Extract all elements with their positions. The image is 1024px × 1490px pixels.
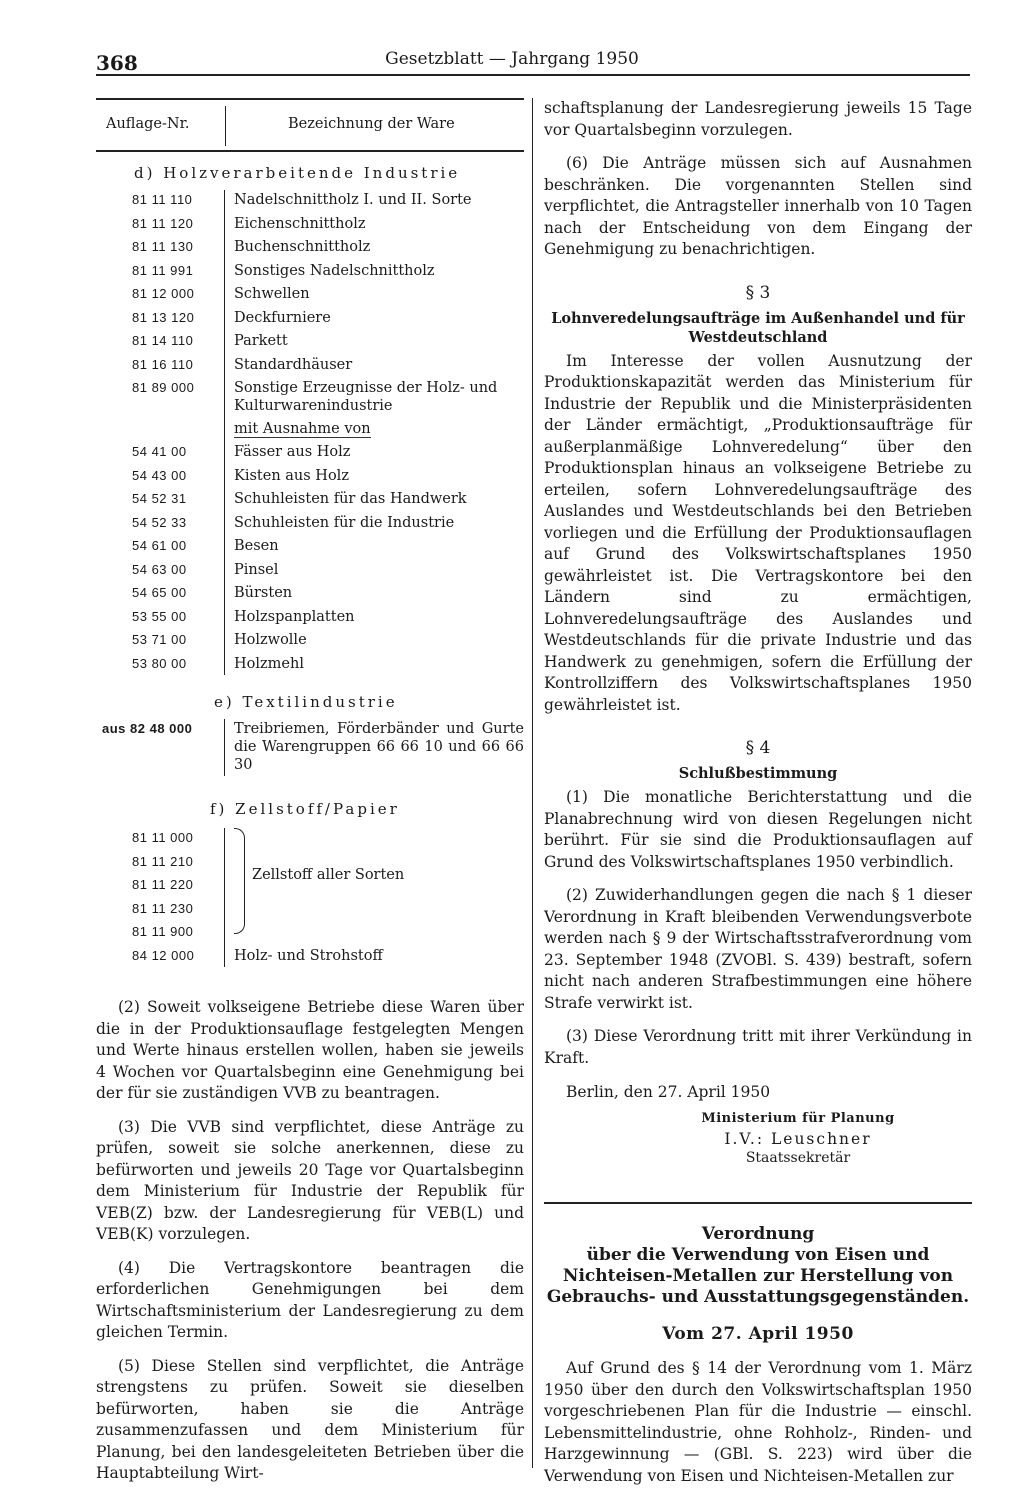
bracket-label: Zellstoff aller Sorten: [252, 867, 405, 883]
running-header: Gesetzblatt — Jahrgang 1950: [385, 49, 639, 69]
paragraph: (2) Zuwiderhandlungen gegen die nach § 1 dieser Verordnung in Kraft bleibenden Verwendungsverbote werden nach § 9 der Wirtschaftsstrafverordnung vom 23. September 1948 (ZVOBl. S. 439) bestraft, sofern nicht nach anderen Strafbestimmungen eine höhere Strafe verwirkt ist.: [544, 886, 972, 1012]
row-desc: Eichenschnittholz: [234, 215, 366, 232]
row-desc: Holzwolle: [234, 632, 307, 648]
row-code: 54 52 31: [132, 491, 187, 506]
row-desc: Schwellen: [234, 286, 310, 302]
row-code: 81 11 220: [132, 877, 194, 892]
row-desc: Besen: [234, 538, 279, 554]
table-row: [96, 306, 524, 330]
table-row: [96, 652, 524, 676]
row-code: 53 55 00: [132, 608, 187, 624]
row-desc: Holz- und Strohstoff: [234, 947, 383, 964]
row-desc: Nadelschnittholz I. und II. Sorte: [234, 192, 472, 208]
signer-name: I.V.: Leuschner: [724, 1130, 872, 1148]
paragraph: Im Interesse der vollen Ausnutzung der Produktionskapazität werden das Ministerium für Industrie der Republik und die Ministerpräsidenten der Länder ermächtigt, „Produktionsaufträge für außerplanmäßige Lohnveredelung“ über den Produktionsplan hinaus an volkseigene Betriebe zu erteilen, sofern Lohnveredelungsaufträge des Auslandes und Westdeutschlands bei den Betrieben vorliegen und die Erfüllung der Produktionsauflagen auf Grund des Volkswirtschaftsplanes 1950 gewährleistet ist. Die Vertragskontore bei den Ländern sind zu ermächtigen, Lohnveredelungsaufträge des Auslandes und Westdeutschlands für die private Industrie und das Handwerk zu genehmigen, sofern die Erfüllung der Kontrollziffern des Volkswirtschaftsplanes 1950 gewährleistet ist.: [544, 351, 972, 714]
row-code: 81 11 120: [132, 215, 194, 231]
right-column: [544, 98, 972, 1487]
row-code: 54 63 00: [132, 561, 187, 577]
row-code: 54 61 00: [132, 538, 187, 553]
section-number-3: § 3: [745, 282, 771, 303]
ordinance-title-line-2: über die Verwendung von Eisen und Nichteisen-Metallen zur Herstellung von Gebrauchs- und Ausstattungsgegenständen.: [546, 1245, 970, 1307]
row-code: 81 13 120: [132, 309, 195, 325]
header-rule: [96, 74, 970, 76]
paragraph: (3) Diese Verordnung tritt mit ihrer Verkündung in Kraft.: [544, 1027, 972, 1067]
section-title-4: Schlußbestimmung: [678, 765, 838, 782]
zellstoff-rows: [96, 826, 524, 967]
table-row: [96, 282, 524, 306]
table-row: [96, 188, 524, 212]
paragraph: (5) Diese Stellen sind verpflichtet, die Anträge strengstens zu prüfen. Soweit sie dieselben befürworten, haben sie die Anträge zusammenzufassen und dem Ministerium für Planung, bei den landesgeleiteten Betrieben über die Hauptabteilung Wirt-: [96, 1356, 524, 1482]
section-title-3: Lohnveredelungsaufträge im Außenhandel und für Westdeutschland: [551, 309, 965, 346]
ordinance-date: Vom 27. April 1950: [662, 1324, 854, 1344]
row-code: 81 11 130: [132, 239, 194, 254]
section-number-4: § 4: [745, 738, 771, 758]
table-row: [96, 212, 524, 236]
row-desc: Schuhleisten für das Handwerk: [234, 491, 467, 507]
table-row: [96, 920, 524, 944]
exception-label: mit Ausnahme von: [234, 421, 371, 437]
column-separator-line: [224, 828, 225, 967]
paragraph: (3) Die VVB sind verpflichtet, diese Anträge zu prüfen, soweit sie solche anerkennen, diese zu befürworten und jeweils 20 Tage vor Quartalsbeginn dem Ministerium für Industrie der Republik für VEB(Z) bzw. der Landesregierung für VEB(L) und VEB(K) vorzulegen.: [96, 1117, 524, 1243]
column-separator-line: [224, 190, 225, 675]
table-row: [96, 605, 524, 629]
textil-rows: [96, 717, 524, 776]
table-row: [96, 464, 524, 488]
page-number: 368: [96, 51, 138, 75]
row-code: 54 43 00: [132, 467, 187, 483]
row-desc: [224, 417, 524, 440]
table-row: [96, 534, 524, 558]
row-code: 54 41 00: [132, 444, 187, 459]
row-desc: Bürsten: [234, 585, 293, 601]
signer-organization: Ministerium für Planung: [701, 1111, 895, 1126]
table-row: [96, 440, 524, 464]
table-row: [96, 511, 524, 535]
table-row: [96, 417, 524, 440]
row-desc: Treibriemen, Förderbänder und Gurte die Warengruppen 66 66 10 und 66 66 30: [234, 721, 524, 773]
table-row: [96, 235, 524, 259]
row-desc: Standardhäuser: [234, 356, 353, 373]
paragraph: Auf Grund des § 14 der Verordnung vom 1. März 1950 über den durch den Volkswirtschaftsplan 1950 vorgeschriebenen Plan für die Industrie — einschl. Lebensmittelindustrie, ohne Rohholz-, Rinden- und Harzgewinnung — (GBl. S. 223) wird über die Verwendung von Eisen und Nichteisen-Metallen zur: [544, 1359, 972, 1485]
row-desc: Pinsel: [234, 561, 279, 578]
row-desc: Holzspanplatten: [234, 608, 355, 625]
row-desc: Sonstiges Nadelschnittholz: [234, 262, 435, 279]
table-row: [96, 944, 524, 968]
row-code: 84 12 000: [132, 947, 195, 963]
column-divider: [532, 98, 533, 1468]
brace-bracket: [234, 828, 245, 934]
row-code: 53 71 00: [132, 632, 187, 647]
table-row: [96, 329, 524, 353]
table-row: [96, 628, 524, 652]
row-code: 81 11 991: [132, 262, 194, 278]
left-paragraphs: [96, 997, 524, 1485]
row-code: 81 11 900: [132, 924, 194, 939]
section-title-zellstoff: f) Zellstoff/Papier: [210, 800, 400, 818]
row-code: 81 12 000: [132, 286, 195, 301]
table-row: [96, 259, 524, 283]
table-row: [96, 487, 524, 511]
row-desc: Fässer aus Holz: [234, 444, 351, 460]
row-code: 81 14 110: [132, 333, 194, 348]
signer-role: Staatssekretär: [745, 1150, 851, 1166]
row-code: aus 82 48 000: [102, 721, 193, 736]
table-row: [96, 376, 524, 417]
row-desc: Deckfurniere: [234, 309, 331, 326]
column-header-auflage: Auflage-Nr.: [106, 116, 190, 132]
row-desc: Parkett: [234, 333, 288, 349]
row-desc: Schuhleisten für die Industrie: [234, 514, 455, 531]
row-code: 81 16 110: [132, 356, 194, 372]
row-desc: Sonstige Erzeugnisse der Holz- und Kulturwarenindustrie: [234, 380, 498, 414]
table-row: [96, 353, 524, 377]
section-title-textil: e) Textilindustrie: [214, 693, 398, 711]
row-code: 81 11 210: [132, 853, 194, 869]
table-row: [96, 897, 524, 921]
table-row: [96, 581, 524, 605]
row-code: [96, 417, 224, 440]
row-code: 81 11 230: [132, 900, 194, 916]
section-rule: [544, 1202, 972, 1204]
left-column: [96, 98, 524, 1485]
row-code: 54 52 33: [132, 514, 187, 530]
row-code: 81 11 000: [132, 830, 194, 845]
paragraph: (6) Die Anträge müssen sich auf Ausnahmen beschränken. Die vorgenannten Stellen sind verpflichtet, die Antragsteller innerhalb von 10 Tagen nach der Entscheidung von dem Eingang der Genehmigung zu benachrichtigen.: [544, 154, 972, 258]
paragraph: (4) Die Vertragskontore beantragen die erforderlichen Genehmigungen bei dem Wirtschaftsministerium der Landesregierung zu dem gleichen Termin.: [96, 1258, 524, 1341]
section-title-holz: d) Holzverarbeitende Industrie: [134, 164, 461, 182]
paragraph-continuation: schaftsplanung der Landesregierung jeweils 15 Tage vor Quartalsbeginn vorzulegen.: [544, 99, 972, 139]
ordinance-title-line-1: Verordnung: [701, 1224, 815, 1244]
row-desc: Holzmehl: [234, 655, 304, 672]
place-date: Berlin, den 27. April 1950: [566, 1083, 771, 1101]
row-code: 54 65 00: [132, 585, 187, 600]
row-desc: Buchenschnittholz: [234, 239, 371, 255]
table-row: [96, 558, 524, 582]
row-code: 81 11 110: [132, 192, 193, 207]
ordinance-title: [544, 1224, 972, 1308]
row-desc: Kisten aus Holz: [234, 467, 349, 484]
column-separator-line: [224, 719, 225, 776]
table-header: [96, 98, 524, 152]
table-row: [96, 717, 524, 776]
table-row: [96, 826, 524, 850]
row-code: 81 89 000: [132, 380, 195, 395]
row-code: 53 80 00: [132, 655, 187, 671]
paragraph: (2) Soweit volkseigene Betriebe diese Waren über die in der Produktionsauflage festgelegten Mengen und Werte hinaus erstellen wollen, haben sie jeweils 4 Wochen vor Quartalsbeginn eine Genehmigung bei der für sie zuständigen VVB zu beantragen.: [96, 998, 524, 1102]
paragraph: (1) Die monatliche Berichterstattung und die Planabrechnung wird von diesen Regelungen nicht berührt. Für sie sind die Produktionsauflagen auf Grund des Volkswirtschaftsplanes 1950 verbindlich.: [544, 788, 972, 871]
holz-rows: [96, 188, 524, 675]
column-header-bezeichnung: Bezeichnung der Ware: [288, 116, 455, 132]
header-separator: [225, 106, 226, 146]
